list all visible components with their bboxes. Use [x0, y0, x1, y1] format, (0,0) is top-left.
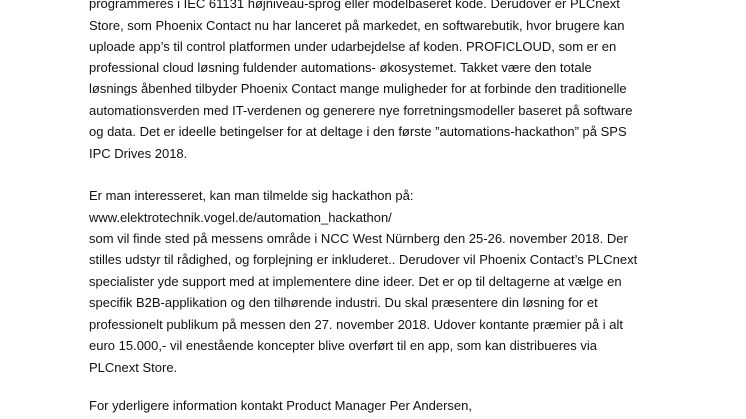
- text-line: uploade app’s til control platformen under udarbejdelse af koden. PROFICLOUD, som er en: [89, 39, 617, 54]
- text-line: specifik B2B-applikation og den tilhørende industri. Du skal præsentere din løsning for et: [89, 295, 598, 310]
- text-line: automationsverden med IT-verdenen og generere nye forretningsmodeller baseret på software: [89, 103, 633, 118]
- text-line: professionelt publikum på messen den 27. november 2018. Udover kontante præmier på i alt: [89, 317, 624, 332]
- text-line: Store, som Phoenix Contact nu har lanceret på markedet, en softwarebutik, hvor brugere kan: [89, 18, 625, 33]
- text-line: som vil finde sted på messens område i NCC West Nürnberg den 25-26. november 2018. Der: [89, 231, 628, 246]
- text-line: PLCnext Store.: [89, 360, 178, 375]
- text-line: stilles udstyr til rådighed, og forplejning er inkluderet.. Derudover vil Phoenix Contact’s PLCnext: [89, 252, 638, 267]
- text-line: euro 15.000,- vil enestående koncepter blive overført til en app, som kan distribueres via: [89, 338, 597, 353]
- text-line: IPC Drives 2018.: [89, 146, 188, 161]
- text-line: For yderligere information kontakt Product Manager Per Andersen,: [89, 398, 472, 413]
- url-text: www.elektrotechnik.vogel.de/automation_hackathon/: [89, 210, 392, 225]
- text-line: løsnings åbenhed tilbyder Phoenix Contact mange muligheder for at forbinde den traditionelle: [89, 81, 627, 96]
- text-line: programmeres i IEC 61131 højniveau-sprog eller modelbaseret kode. Derudover er PLCnext: [89, 0, 620, 11]
- text-line: Er man interesseret, kan man tilmelde sig hackathon på:: [89, 188, 414, 203]
- text-line: specialister yde support med at implementere dine ideer. Det er op til deltagerne at vælge en: [89, 274, 622, 289]
- text-line: og data. Det er ideelle betingelser for at deltage i den første ”automations-hackathon” på SPS: [89, 124, 627, 139]
- text-line: professional cloud løsning fuldender automations- økosystemet. Takket være den totale: [89, 60, 592, 75]
